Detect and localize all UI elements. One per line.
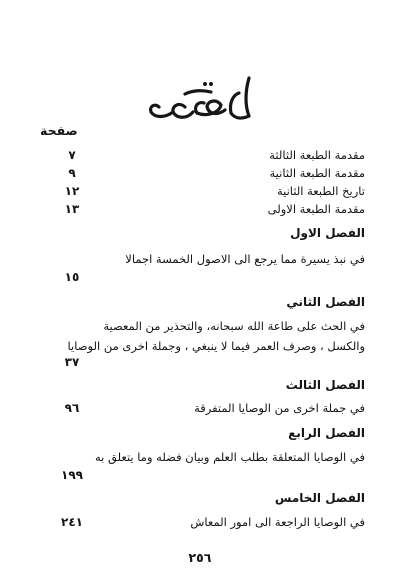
chapter-heading: الفصل الخامس [274, 491, 365, 505]
toc-entry-page: ٧ [68, 148, 76, 162]
toc-entry-title: في الحث على طاعة الله سبحانه، والتحذير من المعصية والكسل ، وصرف العمر فيما لا ينبغي ، وجملة اخرى من الوصايا [67, 319, 365, 353]
page-column-header: صفحة [40, 123, 78, 138]
toc-entry-title: في الوصايا المتعلقة بطلب العلم وبيان فضله وما يتعلق به [94, 450, 365, 464]
toc-entry-page: ١٩٩ [61, 468, 83, 482]
toc-entry-title: في الوصايا الراجعة الى امور المعاش [190, 515, 365, 529]
toc-entry-title: تاريخ الطبعة الثانية [276, 184, 365, 198]
toc-entry-page: ٩٦ [64, 401, 80, 415]
toc-entry-title: في نبذ يسيرة مما يرجع الى الاصول الخمسة اجمالا [125, 252, 365, 266]
toc-entry-title: في جملة اخرى من الوصايا المتفرقة [194, 401, 365, 415]
chapter-heading: الفصل الثاني [286, 295, 365, 309]
toc-entry-title: مقدمة الطبعة الثالثة [269, 148, 365, 162]
chapter-heading: الفصل الرابع [288, 426, 365, 440]
chapter-heading: الفصل الثالث [285, 378, 365, 392]
toc-entry-title: مقدمة الطبعة الثانية [269, 166, 365, 180]
toc-entry-page: ١٥ [64, 270, 80, 284]
toc-entry-title: مقدمة الطبعة الاولى [267, 202, 365, 216]
calligraphic-heading [145, 72, 260, 127]
toc-entry-page: ٣٧ [64, 355, 80, 369]
toc-entry-page: ٢٤١ [61, 515, 83, 529]
page-number: ٢٥٦ [188, 550, 212, 565]
toc-entry-page: ٩ [68, 166, 76, 180]
toc-entry-page: ١٣ [64, 202, 80, 216]
chapter-heading: الفصل الاول [290, 226, 365, 240]
toc-entry-page: ١٢ [64, 184, 80, 198]
